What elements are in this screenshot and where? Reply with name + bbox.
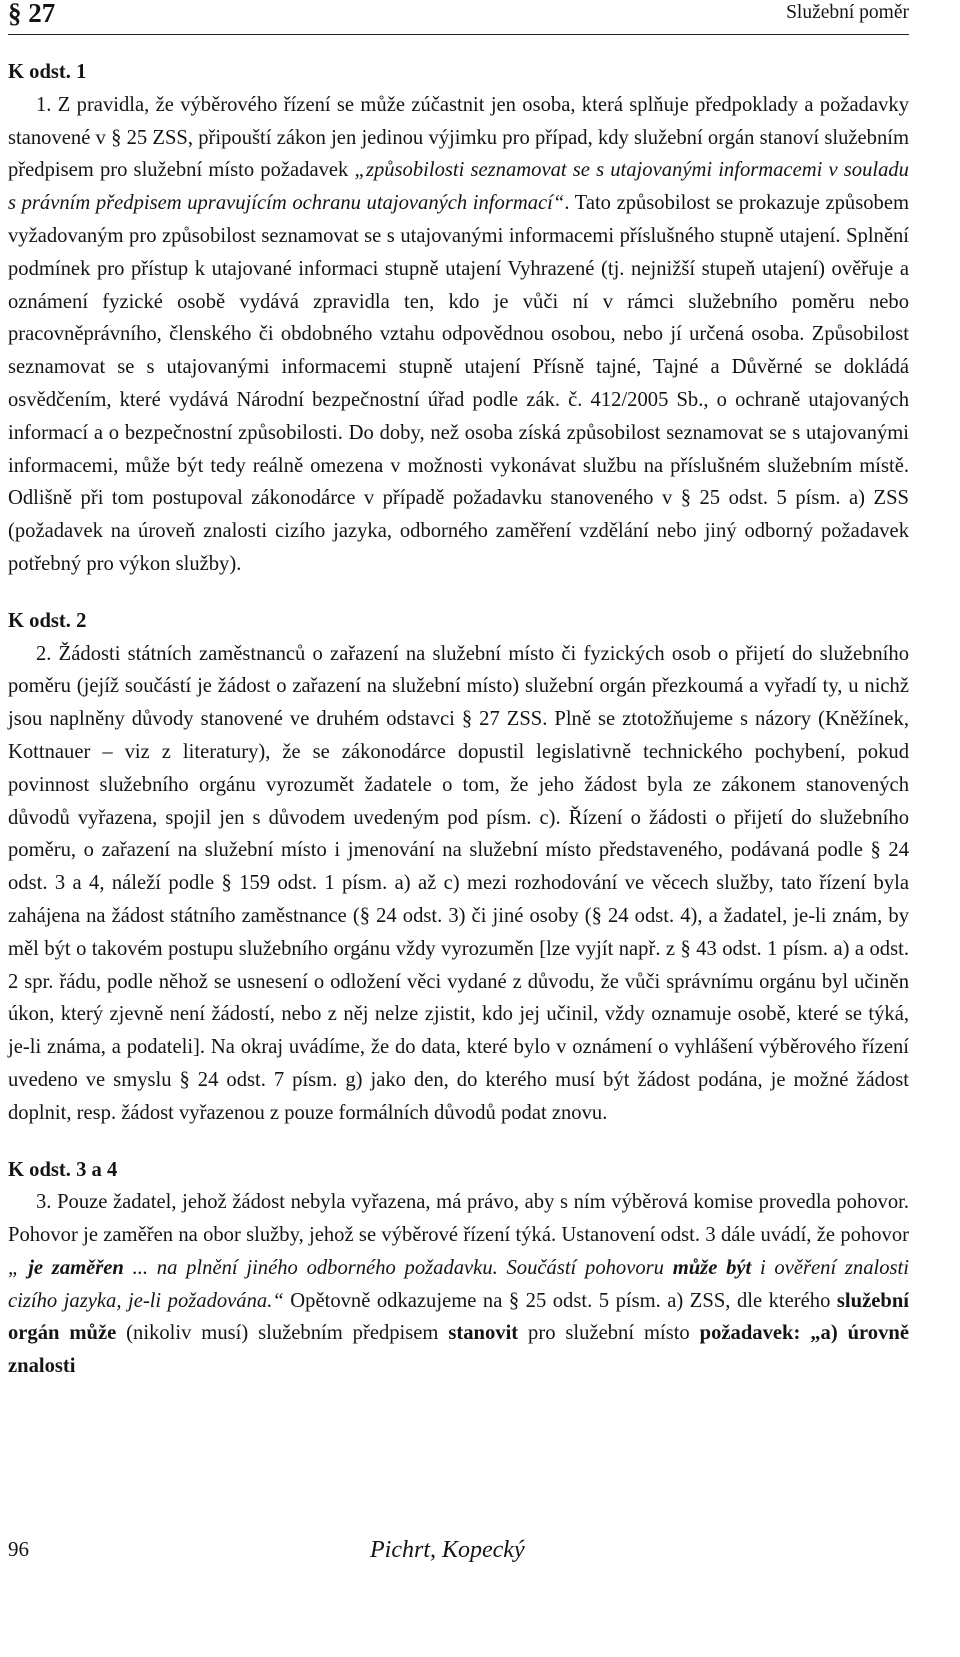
text-run: může být (672, 1256, 752, 1279)
text-run: ... na plnění jiného odborného požadavku. Součástí pohovoru (123, 1256, 673, 1279)
text-run: požadavek: „a) úrovně znalosti (8, 1322, 909, 1378)
text-run: . Tato způsobilost se prokazuje způsobem vyžadovaným pro způsobilost seznamovat se s utajovanými informacemi příslušného stupně utajení. Splnění podmínek pro přístup k utajované informaci stupně utajení Vyhrazené (tj. nejnižší stupeň utajení) ověřuje a oznámení fyzické osobě vydává zpravidla ten, kdo je vůči ní v rámci služebního poměru nebo pracovněprávního, členského či obdobného vztahu odpovědnou osobou, nebo jí určená osoba. Způsobilost seznamovat se s utajovanými informacemi stupně utajení Přísně tajné, Tajné a Důvěrné se dokládá osvědčením, které vydává Národní bezpečnostní úřad podle zák. č. 412/2005 Sb., o ochraně utajovaných informací a o bezpečnostní způsobilosti. Do doby, než osoba získá způsobilost seznamovat se s utajovanými informacemi, může být tedy reálně omezena v možnosti vykonávat službu na příslušném služebním místě. Odlišně při tom postupoval zákonodárce v případě požadavku stanoveného v § 25 odst. 5 písm. a) ZSS (požadavek na úroveň znalosti cizího jazyka, odborného zaměření vzdělání nebo jiný odborný požadavek potřebný pro výkon služby). (8, 192, 909, 575)
running-header (8, 0, 909, 35)
section-heading: K odst. 2 (8, 609, 87, 632)
paragraph (8, 1186, 909, 1383)
authors: Pichrt, Kopecký (370, 1537, 525, 1563)
commentary-body (8, 56, 909, 1383)
text-run: stanovit (448, 1322, 519, 1345)
text-run: služební orgán může (8, 1289, 909, 1345)
text-run: je zaměřen (28, 1256, 124, 1279)
section-heading: K odst. 3 a 4 (8, 1158, 118, 1181)
paragraph (8, 89, 909, 581)
running-title: Služební poměr (786, 2, 909, 23)
text-run: pro služební místo (518, 1322, 700, 1345)
text-run: „ (8, 1256, 29, 1279)
text-run: 3. Pouze žadatel, jehož žádost nebyla vyřazena, má právo, aby s ním výběrová komise provedla pohovor. Pohovor je zaměřen na obor služby, jehož se výběrové řízení týká. Ustanovení odst. 3 dále uvádí, že pohovor (8, 1191, 909, 1247)
text-run: (nikoliv musí) služebním předpisem (116, 1322, 449, 1345)
text-run: 2. Žádosti státních zaměstnanců o zařazení na služební místo či fyzických osob o přijetí do služebního poměru (jejíž součástí je žádost o zařazení na služební místo) služební orgán přezkoumá a vyřadí ty, u nichž jsou naplněny důvody stanovené ve druhém odstavci § 27 ZSS. Plně se ztotožňujeme s názory (Kněžínek, Kottnauer – viz z literatury), že se zákonodárce dopustil legislativně technického pochybení, pokud povinnost služebního orgánu vyrozumět žadatele o tom, že jeho žádost byla ze zákonem stanovených důvodů vyřazena, spojil jen s důvodem uvedeným pod písm. c). Řízení o žádosti o přijetí do služebního poměru, o zařazení na služební místo i jmenování na služební místo představeného, podávaná podle § 24 odst. 3 a 4, náleží podle § 159 odst. 1 písm. a) až c) mezi rozhodování ve věcech služby, tato řízení byla zahájena na žádost státního zaměstnance (§ 24 odst. 3) či jiné osoby (§ 24 odst. 4), a žadatel, je-li znám, by měl být o takovém postupu služebního orgánu vždy vyrozuměn [lze vyjít např. z § 43 odst. 1 písm. a) a odst. 2 spr. řádu, podle něhož se usnesení o odložení věci vydané z důvodu, že vůči správnímu orgánu byl učiněn úkon, který zjevně není žádostí, nebo z něj nelze zjistit, kdo jej učinil, vždy oznamuje osobě, které se týká, je-li známa, a podateli]. Na okraj uvádíme, že do data, které bylo v oznámení o vyhlášení výběrového řízení uvedeno ve smyslu § 24 odst. 7 písm. g) jako den, do kterého musí být žádost podána, je možné žádost doplnit, resp. žádost vyřazenou z pouze formálních důvodů podat znovu. (8, 642, 909, 1124)
section-heading: K odst. 1 (8, 61, 87, 83)
section-number: § 27 (8, 0, 56, 28)
page-footer (8, 1529, 909, 1569)
paragraph (8, 638, 909, 1130)
text-run: „způsobilosti seznamovat se s utajovanými informacemi v souladu s právním předpisem upravujícím ochranu utajovaných informací“ (8, 159, 909, 215)
page-number: 96 (8, 1537, 29, 1561)
text-run: i ověření znalosti cizího jazyka, je-li požadována.“ (8, 1256, 910, 1312)
text-run: Opětovně odkazujeme na § 25 odst. 5 písm. a) ZSS, dle kterého (283, 1289, 837, 1312)
document-page (8, 0, 909, 1657)
spacer (8, 1130, 909, 1154)
spacer (8, 581, 909, 605)
text-run: 1. Z pravidla, že výběrového řízení se může zúčastnit jen osoba, která splňuje předpoklady a požadavky stanovené v § 25 ZSS, připouští zákon jen jedinou výjimku pro případ, kdy služební orgán stanoví služebním předpisem pro služební místo požadavek (8, 93, 909, 182)
